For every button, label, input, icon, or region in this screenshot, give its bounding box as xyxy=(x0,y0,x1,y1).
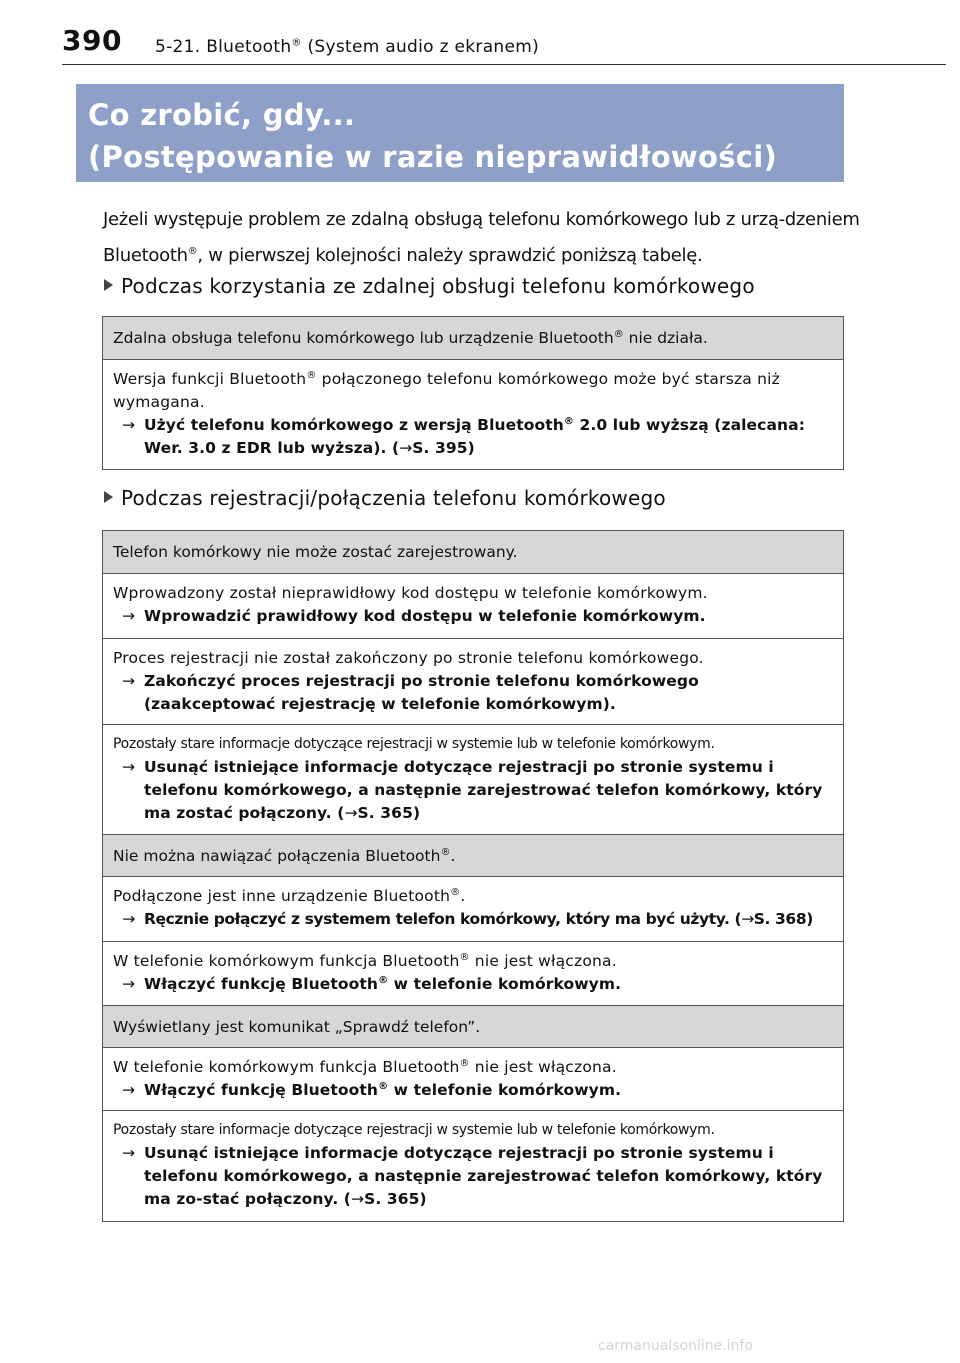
arrow-icon: → xyxy=(121,1144,136,1162)
cause-text-b: . xyxy=(460,887,466,905)
action-text-a: Włączyć funkcję Bluetooth xyxy=(144,1081,379,1099)
action-text xyxy=(113,973,835,996)
intro-text-b: , w pierwszej kolejności należy sprawdzić poniższą tabelę. xyxy=(197,245,703,266)
arrow-icon: → xyxy=(351,1190,365,1208)
troubleshooting-table-registration xyxy=(102,530,844,1222)
problem-text-end: . xyxy=(450,847,456,865)
cause-text xyxy=(113,368,835,414)
action-text xyxy=(113,1079,835,1102)
problem-text-end: nie działa. xyxy=(623,329,708,347)
cause-text-a: Wersja funkcji Bluetooth xyxy=(113,370,307,388)
arrow-icon: → xyxy=(121,416,136,434)
registered-mark: ® xyxy=(459,1057,470,1069)
triangle-bullet-icon xyxy=(104,491,113,503)
subheading-registration xyxy=(104,486,666,510)
watermark-footer: carmanualsonline.info xyxy=(598,1338,753,1354)
header-suffix: (System audio z ekranem) xyxy=(301,37,540,57)
header-rule xyxy=(62,64,946,65)
action-text-b: 2.0 lub wyższą (zalecana: Wer. 3.0 z EDR lub wyższa). ( xyxy=(144,416,805,457)
registered-mark: ® xyxy=(291,37,302,49)
page-reference-link[interactable]: S. 395) xyxy=(412,439,475,457)
troubleshooting-table-remote xyxy=(102,316,844,470)
registered-mark: ® xyxy=(378,974,389,986)
solution-row xyxy=(103,638,843,724)
section-title-line2: (Postępowanie w razie nieprawidłowości) xyxy=(88,140,778,174)
solution-row xyxy=(103,876,843,941)
cause-text: Proces rejestracji nie został zakończony po stronie telefonu komórkowego. xyxy=(113,649,704,667)
cause-text xyxy=(113,950,835,973)
action-text-b: w telefonie komórkowym. xyxy=(388,975,622,993)
running-header xyxy=(155,37,539,57)
cause-text: Pozostały stare informacje dotyczące rejestracji w systemie lub w telefonie komórkowym. xyxy=(113,1122,715,1138)
header-section: 5-21. Bluetooth xyxy=(155,37,292,57)
subheading-remote-use xyxy=(104,274,755,298)
section-title-band xyxy=(76,84,844,182)
arrow-icon: → xyxy=(121,758,136,776)
cause-text-a: W telefonie komórkowym funkcja Bluetooth xyxy=(113,1058,460,1076)
subheading-text: Podczas rejestracji/połączenia telefonu komórkowego xyxy=(121,486,666,510)
solution-row xyxy=(103,359,843,469)
registered-mark: ® xyxy=(440,846,451,858)
problem-text: Telefon komórkowy nie może zostać zarejestrowany. xyxy=(113,543,518,561)
page-reference-link[interactable]: S. 368) xyxy=(753,910,813,928)
solution-row xyxy=(103,941,843,1005)
action-body: Wprowadzić prawidłowy kod dostępu w telefonie komórkowym. xyxy=(144,607,706,625)
registered-mark: ® xyxy=(563,415,575,427)
action-text xyxy=(113,756,835,825)
arrow-icon: → xyxy=(121,1081,136,1099)
action-text-b: w telefonie komórkowym. xyxy=(388,1081,622,1099)
cause-text-a: W telefonie komórkowym funkcja Bluetooth xyxy=(113,952,460,970)
cause-text: Wprowadzony został nieprawidłowy kod dostępu w telefonie komórkowym. xyxy=(113,584,708,602)
action-text-a: Użyć telefonu komórkowego z wersją Bluetooth xyxy=(144,416,564,434)
problem-text: Wyświetlany jest komunikat „Sprawdź telefon”. xyxy=(113,1018,481,1036)
cause-text xyxy=(113,1056,835,1079)
problem-row xyxy=(103,1005,843,1047)
arrow-icon: → xyxy=(121,975,136,993)
problem-row xyxy=(103,531,843,573)
arrow-icon: → xyxy=(122,910,135,928)
action-text xyxy=(113,414,835,460)
page-number: 390 xyxy=(62,24,122,57)
action-body: Usunąć istniejące informacje dotyczące rejestracji po stronie systemu i telefonu komórkowego, a następnie zarejestrować telefon komórkowy, który ma zo-stać połączony. ( xyxy=(144,1144,823,1208)
action-body: Ręcznie połączyć z systemem telefon komórkowy, który ma być użyty. ( xyxy=(144,910,742,928)
arrow-icon: → xyxy=(121,607,136,625)
arrow-icon: → xyxy=(399,439,413,457)
page-reference-link[interactable]: S. 365) xyxy=(357,804,421,822)
solution-row xyxy=(103,724,843,834)
section-title-line1: Co zrobić, gdy... xyxy=(88,98,356,132)
cause-text xyxy=(113,885,835,908)
action-body: Usunąć istniejące informacje dotyczące rejestracji po stronie systemu i telefonu komórkowego, a następnie zarejestrować telefon komórkowy, który ma zostać połączony. ( xyxy=(144,758,823,822)
action-text-a: Włączyć funkcję Bluetooth xyxy=(144,975,379,993)
registered-mark: ® xyxy=(306,369,317,381)
action-text xyxy=(113,670,835,716)
registered-mark: ® xyxy=(187,246,198,257)
arrow-icon: → xyxy=(741,910,754,928)
cause-text-b: nie jest włączona. xyxy=(469,1058,617,1076)
cause-text: Pozostały stare informacje dotyczące rejestracji w systemie lub w telefonie komórkowym. xyxy=(113,736,715,752)
cause-text-b: połączonego telefonu komórkowego może być starsza niż wymagana. xyxy=(113,370,781,411)
intro-text-a: Jeżeli występuje problem ze zdalną obsługą telefonu komórkowego lub z urzą-dzeniem Bluetooth xyxy=(103,209,860,266)
problem-row xyxy=(103,317,843,359)
page-reference-link[interactable]: S. 365) xyxy=(364,1190,427,1208)
subheading-text: Podczas korzystania ze zdalnej obsługi telefonu komórkowego xyxy=(121,274,755,298)
problem-text: Nie można nawiązać połączenia Bluetooth xyxy=(113,847,441,865)
solution-row xyxy=(103,1110,843,1221)
solution-row xyxy=(103,573,843,638)
problem-row xyxy=(103,834,843,876)
action-body: Zakończyć proces rejestracji po stronie telefonu komórkowego (zaakceptować rejestrację w telefonie komórkowym). xyxy=(144,672,699,713)
registered-mark: ® xyxy=(459,951,470,963)
arrow-icon: → xyxy=(344,804,358,822)
solution-row xyxy=(103,1047,843,1110)
cause-text-b: nie jest włączona. xyxy=(469,952,617,970)
action-text xyxy=(113,1142,835,1211)
registered-mark: ® xyxy=(378,1080,389,1092)
registered-mark: ® xyxy=(450,886,461,898)
problem-text: Zdalna obsługa telefonu komórkowego lub urządzenie Bluetooth xyxy=(113,329,614,347)
triangle-bullet-icon xyxy=(104,279,113,291)
registered-mark: ® xyxy=(613,328,624,340)
intro-paragraph xyxy=(103,202,863,274)
cause-text-a: Podłączone jest inne urządzenie Bluetooth xyxy=(113,887,451,905)
action-text xyxy=(113,605,835,628)
action-text xyxy=(113,908,835,931)
arrow-icon: → xyxy=(121,672,136,690)
